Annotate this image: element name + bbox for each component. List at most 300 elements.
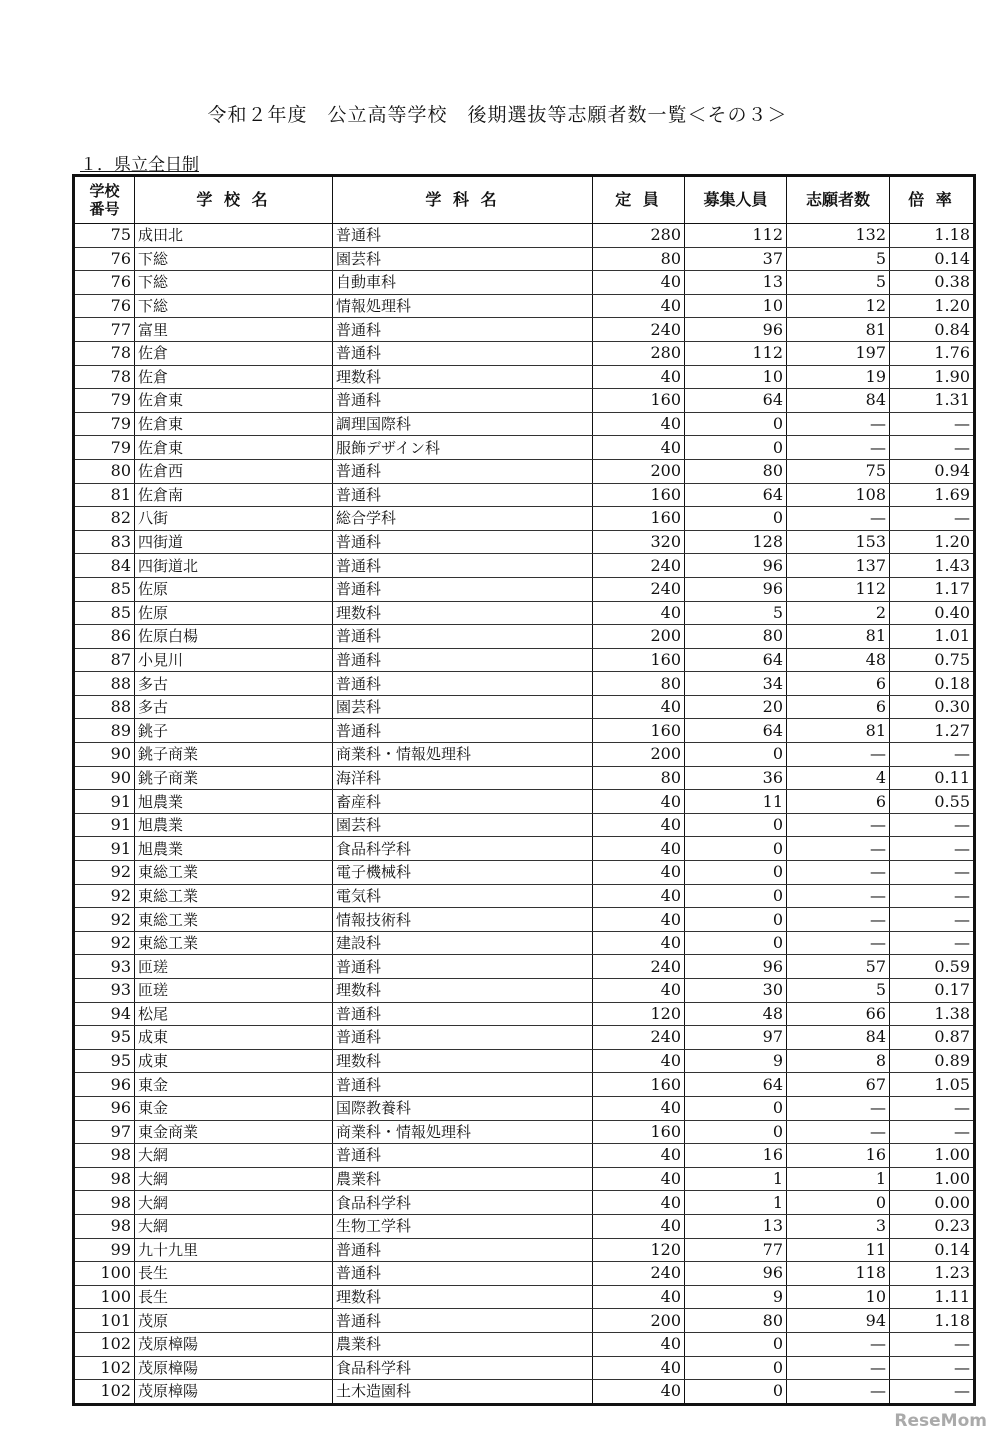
document-title: 令和２年度 公立高等学校 後期選抜等志願者数一覧＜その３＞: [207, 104, 788, 126]
table-row: [74, 625, 975, 649]
cell-ratio: 1.00: [890, 1144, 975, 1168]
cell-capacity: 200: [593, 743, 685, 767]
cell-capacity: 40: [593, 1356, 685, 1380]
cell-department: 理数科: [333, 1285, 593, 1309]
cell-ratio: 0.11: [890, 766, 975, 790]
cell-recruitment: 1: [685, 1191, 787, 1215]
cell-ratio: 1.01: [890, 625, 975, 649]
cell-department: 自動車科: [333, 271, 593, 295]
cell-department: 土木造園科: [333, 1380, 593, 1405]
cell-ratio: —: [890, 507, 975, 531]
cell-ratio: 1.31: [890, 389, 975, 413]
cell-department: 理数科: [333, 601, 593, 625]
cell-school-number: 102: [74, 1380, 135, 1405]
table-row: [74, 719, 975, 743]
table-row: [74, 601, 975, 625]
cell-department: 普通科: [333, 1073, 593, 1097]
header-ratio: 倍 率: [890, 176, 975, 224]
table-row: [74, 813, 975, 837]
cell-recruitment: 0: [685, 436, 787, 460]
cell-capacity: 40: [593, 294, 685, 318]
cell-school-number: 81: [74, 483, 135, 507]
cell-ratio: 0.14: [890, 247, 975, 271]
cell-recruitment: 97: [685, 1026, 787, 1050]
cell-ratio: 0.18: [890, 672, 975, 696]
cell-department: 農業科: [333, 1332, 593, 1356]
cell-school-name: 成東: [135, 1026, 333, 1050]
cell-capacity: 40: [593, 412, 685, 436]
cell-school-number: 98: [74, 1167, 135, 1191]
table-row: [74, 577, 975, 601]
cell-ratio: 0.40: [890, 601, 975, 625]
cell-school-number: 85: [74, 577, 135, 601]
cell-school-name: 旭農業: [135, 790, 333, 814]
cell-school-number: 95: [74, 1049, 135, 1073]
cell-department: 農業科: [333, 1167, 593, 1191]
cell-ratio: 1.18: [890, 224, 975, 248]
table-row: [74, 861, 975, 885]
cell-capacity: 120: [593, 1002, 685, 1026]
cell-department: 普通科: [333, 318, 593, 342]
cell-school-name: 東総工業: [135, 861, 333, 885]
cell-applicants: —: [787, 743, 890, 767]
cell-applicants: —: [787, 1356, 890, 1380]
table-row: [74, 412, 975, 436]
cell-recruitment: 13: [685, 271, 787, 295]
cell-applicants: 11: [787, 1238, 890, 1262]
cell-capacity: 40: [593, 436, 685, 460]
cell-school-number: 84: [74, 554, 135, 578]
cell-recruitment: 9: [685, 1049, 787, 1073]
cell-school-number: 99: [74, 1238, 135, 1262]
cell-recruitment: 37: [685, 247, 787, 271]
cell-school-name: 松尾: [135, 1002, 333, 1026]
header-capacity: 定 員: [593, 176, 685, 224]
table-row: [74, 1262, 975, 1286]
cell-recruitment: 1: [685, 1167, 787, 1191]
cell-applicants: 48: [787, 648, 890, 672]
table-row: [74, 648, 975, 672]
cell-school-name: 大網: [135, 1144, 333, 1168]
cell-applicants: —: [787, 884, 890, 908]
cell-applicants: 57: [787, 955, 890, 979]
table-row: [74, 1356, 975, 1380]
table-row: [74, 1191, 975, 1215]
cell-department: 畜産科: [333, 790, 593, 814]
cell-applicants: 6: [787, 695, 890, 719]
cell-department: 普通科: [333, 1309, 593, 1333]
cell-school-name: 東金: [135, 1096, 333, 1120]
cell-capacity: 160: [593, 483, 685, 507]
cell-department: 国際教養科: [333, 1096, 593, 1120]
cell-applicants: —: [787, 908, 890, 932]
cell-applicants: 5: [787, 271, 890, 295]
cell-school-name: 東金: [135, 1073, 333, 1097]
table-row: [74, 1120, 975, 1144]
cell-capacity: 40: [593, 1096, 685, 1120]
cell-capacity: 200: [593, 1309, 685, 1333]
cell-ratio: 1.23: [890, 1262, 975, 1286]
cell-applicants: 3: [787, 1214, 890, 1238]
cell-capacity: 40: [593, 1144, 685, 1168]
cell-ratio: 0.75: [890, 648, 975, 672]
cell-capacity: 280: [593, 341, 685, 365]
cell-school-name: 成田北: [135, 224, 333, 248]
cell-department: 電気科: [333, 884, 593, 908]
cell-capacity: 80: [593, 766, 685, 790]
cell-recruitment: 0: [685, 1380, 787, 1405]
cell-capacity: 40: [593, 601, 685, 625]
cell-applicants: —: [787, 412, 890, 436]
cell-recruitment: 34: [685, 672, 787, 696]
table-row: [74, 672, 975, 696]
cell-school-name: 下総: [135, 247, 333, 271]
cell-recruitment: 30: [685, 979, 787, 1003]
cell-school-number: 98: [74, 1214, 135, 1238]
cell-recruitment: 11: [685, 790, 787, 814]
cell-ratio: —: [890, 1356, 975, 1380]
cell-department: 普通科: [333, 554, 593, 578]
cell-school-number: 96: [74, 1096, 135, 1120]
cell-school-name: 下総: [135, 294, 333, 318]
cell-department: 理数科: [333, 1049, 593, 1073]
cell-school-name: 東総工業: [135, 884, 333, 908]
cell-applicants: —: [787, 837, 890, 861]
header-applicants: 志願者数: [787, 176, 890, 224]
cell-recruitment: 0: [685, 931, 787, 955]
table-row: [74, 341, 975, 365]
cell-school-number: 97: [74, 1120, 135, 1144]
cell-capacity: 40: [593, 1214, 685, 1238]
cell-applicants: 67: [787, 1073, 890, 1097]
cell-school-number: 76: [74, 271, 135, 295]
table-header-row: [74, 176, 975, 224]
cell-recruitment: 80: [685, 1309, 787, 1333]
cell-capacity: 40: [593, 1332, 685, 1356]
cell-capacity: 320: [593, 530, 685, 554]
table-row: [74, 1073, 975, 1097]
table-row: [74, 436, 975, 460]
table-row: [74, 979, 975, 1003]
cell-recruitment: 0: [685, 1356, 787, 1380]
header-recruitment: 募集人員: [685, 176, 787, 224]
cell-school-name: 旭農業: [135, 837, 333, 861]
cell-department: 調理国際科: [333, 412, 593, 436]
cell-applicants: —: [787, 813, 890, 837]
cell-applicants: 94: [787, 1309, 890, 1333]
cell-applicants: 197: [787, 341, 890, 365]
cell-department: 食品科学科: [333, 837, 593, 861]
cell-recruitment: 0: [685, 507, 787, 531]
cell-capacity: 240: [593, 1026, 685, 1050]
cell-school-name: 長生: [135, 1285, 333, 1309]
table-row: [74, 766, 975, 790]
cell-department: 普通科: [333, 648, 593, 672]
cell-school-name: 茂原: [135, 1309, 333, 1333]
cell-department: 情報技術科: [333, 908, 593, 932]
cell-capacity: 160: [593, 648, 685, 672]
cell-department: 理数科: [333, 365, 593, 389]
cell-department: 普通科: [333, 1262, 593, 1286]
cell-recruitment: 80: [685, 625, 787, 649]
cell-capacity: 240: [593, 955, 685, 979]
cell-recruitment: 10: [685, 294, 787, 318]
section-heading: １．県立全日制: [80, 155, 199, 175]
cell-school-name: 成東: [135, 1049, 333, 1073]
cell-ratio: 0.87: [890, 1026, 975, 1050]
cell-school-name: 佐倉東: [135, 436, 333, 460]
cell-ratio: 0.59: [890, 955, 975, 979]
cell-applicants: 153: [787, 530, 890, 554]
cell-ratio: 0.30: [890, 695, 975, 719]
cell-school-name: 佐原: [135, 577, 333, 601]
cell-department: 商業科・情報処理科: [333, 1120, 593, 1144]
cell-school-number: 92: [74, 908, 135, 932]
cell-capacity: 40: [593, 1049, 685, 1073]
cell-school-name: 下総: [135, 271, 333, 295]
cell-ratio: —: [890, 908, 975, 932]
cell-school-name: 八街: [135, 507, 333, 531]
table-row: [74, 389, 975, 413]
cell-applicants: 5: [787, 979, 890, 1003]
cell-applicants: 16: [787, 1144, 890, 1168]
cell-applicants: 2: [787, 601, 890, 625]
cell-ratio: 0.55: [890, 790, 975, 814]
cell-ratio: 1.38: [890, 1002, 975, 1026]
cell-recruitment: 96: [685, 577, 787, 601]
cell-capacity: 80: [593, 247, 685, 271]
cell-school-name: 佐倉東: [135, 412, 333, 436]
cell-ratio: 1.27: [890, 719, 975, 743]
cell-ratio: 1.20: [890, 530, 975, 554]
cell-applicants: 0: [787, 1191, 890, 1215]
table-row: [74, 247, 975, 271]
cell-applicants: 75: [787, 459, 890, 483]
cell-department: 普通科: [333, 577, 593, 601]
cell-capacity: 40: [593, 979, 685, 1003]
cell-school-number: 83: [74, 530, 135, 554]
cell-capacity: 40: [593, 1191, 685, 1215]
cell-recruitment: 13: [685, 1214, 787, 1238]
resemom-watermark: ReseMom: [894, 1411, 987, 1431]
cell-school-number: 100: [74, 1262, 135, 1286]
cell-ratio: —: [890, 861, 975, 885]
cell-school-number: 102: [74, 1332, 135, 1356]
cell-school-name: 佐原: [135, 601, 333, 625]
cell-school-number: 76: [74, 247, 135, 271]
cell-department: 普通科: [333, 341, 593, 365]
cell-applicants: 4: [787, 766, 890, 790]
header-school-name: 学 校 名: [135, 176, 333, 224]
cell-department: 普通科: [333, 224, 593, 248]
cell-school-name: 匝瑳: [135, 955, 333, 979]
cell-school-name: 長生: [135, 1262, 333, 1286]
cell-capacity: 160: [593, 1120, 685, 1144]
cell-school-name: 佐倉: [135, 365, 333, 389]
table-row: [74, 955, 975, 979]
cell-applicants: 19: [787, 365, 890, 389]
table-row: [74, 483, 975, 507]
cell-school-number: 92: [74, 884, 135, 908]
cell-school-number: 98: [74, 1144, 135, 1168]
cell-recruitment: 20: [685, 695, 787, 719]
cell-department: 普通科: [333, 530, 593, 554]
table-body: [74, 224, 975, 1405]
cell-school-name: 富里: [135, 318, 333, 342]
cell-ratio: —: [890, 743, 975, 767]
cell-applicants: 5: [787, 247, 890, 271]
cell-ratio: 0.89: [890, 1049, 975, 1073]
cell-recruitment: 96: [685, 1262, 787, 1286]
cell-recruitment: 64: [685, 1073, 787, 1097]
cell-school-name: 東総工業: [135, 908, 333, 932]
cell-ratio: 0.17: [890, 979, 975, 1003]
table-row: [74, 1214, 975, 1238]
cell-ratio: 1.69: [890, 483, 975, 507]
cell-department: 普通科: [333, 459, 593, 483]
cell-ratio: —: [890, 1332, 975, 1356]
cell-capacity: 160: [593, 389, 685, 413]
cell-department: 普通科: [333, 1002, 593, 1026]
cell-department: 海洋科: [333, 766, 593, 790]
cell-recruitment: 0: [685, 1120, 787, 1144]
cell-applicants: 137: [787, 554, 890, 578]
cell-school-number: 79: [74, 436, 135, 460]
cell-applicants: 108: [787, 483, 890, 507]
cell-department: 普通科: [333, 483, 593, 507]
cell-ratio: —: [890, 837, 975, 861]
cell-applicants: 81: [787, 318, 890, 342]
cell-department: 園芸科: [333, 813, 593, 837]
cell-applicants: 81: [787, 625, 890, 649]
cell-applicants: —: [787, 1332, 890, 1356]
cell-ratio: —: [890, 1380, 975, 1405]
cell-recruitment: 0: [685, 837, 787, 861]
cell-applicants: 6: [787, 672, 890, 696]
cell-applicants: 81: [787, 719, 890, 743]
cell-school-number: 90: [74, 766, 135, 790]
cell-applicants: —: [787, 931, 890, 955]
cell-school-number: 92: [74, 861, 135, 885]
cell-school-number: 90: [74, 743, 135, 767]
cell-school-number: 79: [74, 389, 135, 413]
cell-capacity: 40: [593, 695, 685, 719]
cell-school-name: 四街道: [135, 530, 333, 554]
cell-ratio: 1.17: [890, 577, 975, 601]
cell-school-number: 98: [74, 1191, 135, 1215]
table-row: [74, 224, 975, 248]
table-row: [74, 1026, 975, 1050]
cell-ratio: 1.11: [890, 1285, 975, 1309]
cell-capacity: 160: [593, 719, 685, 743]
cell-applicants: —: [787, 436, 890, 460]
cell-department: 理数科: [333, 979, 593, 1003]
cell-recruitment: 48: [685, 1002, 787, 1026]
cell-capacity: 40: [593, 884, 685, 908]
cell-school-number: 91: [74, 837, 135, 861]
cell-applicants: 12: [787, 294, 890, 318]
table-row: [74, 271, 975, 295]
cell-school-name: 匝瑳: [135, 979, 333, 1003]
cell-applicants: —: [787, 507, 890, 531]
cell-recruitment: 9: [685, 1285, 787, 1309]
cell-applicants: 118: [787, 1262, 890, 1286]
cell-ratio: 0.14: [890, 1238, 975, 1262]
cell-school-number: 77: [74, 318, 135, 342]
cell-applicants: 112: [787, 577, 890, 601]
cell-ratio: —: [890, 436, 975, 460]
table-row: [74, 554, 975, 578]
cell-school-name: 小見川: [135, 648, 333, 672]
cell-school-number: 93: [74, 979, 135, 1003]
cell-recruitment: 0: [685, 813, 787, 837]
cell-capacity: 160: [593, 1073, 685, 1097]
cell-recruitment: 112: [685, 224, 787, 248]
cell-school-name: 多古: [135, 672, 333, 696]
table-row: [74, 743, 975, 767]
cell-school-name: 佐倉: [135, 341, 333, 365]
cell-recruitment: 5: [685, 601, 787, 625]
cell-applicants: 132: [787, 224, 890, 248]
cell-applicants: 84: [787, 389, 890, 413]
cell-applicants: 10: [787, 1285, 890, 1309]
cell-school-name: 銚子商業: [135, 743, 333, 767]
cell-applicants: —: [787, 1120, 890, 1144]
table-row: [74, 790, 975, 814]
table-row: [74, 1332, 975, 1356]
cell-applicants: 66: [787, 1002, 890, 1026]
cell-capacity: 240: [593, 577, 685, 601]
cell-department: 情報処理科: [333, 294, 593, 318]
cell-ratio: —: [890, 1120, 975, 1144]
cell-school-number: 93: [74, 955, 135, 979]
cell-ratio: —: [890, 412, 975, 436]
cell-capacity: 40: [593, 790, 685, 814]
table-row: [74, 365, 975, 389]
cell-applicants: 6: [787, 790, 890, 814]
cell-capacity: 240: [593, 318, 685, 342]
cell-ratio: 1.90: [890, 365, 975, 389]
table-row: [74, 1049, 975, 1073]
cell-recruitment: 96: [685, 554, 787, 578]
cell-department: 食品科学科: [333, 1356, 593, 1380]
cell-capacity: 80: [593, 672, 685, 696]
cell-school-number: 101: [74, 1309, 135, 1333]
cell-applicants: 84: [787, 1026, 890, 1050]
cell-capacity: 240: [593, 554, 685, 578]
cell-capacity: 240: [593, 1262, 685, 1286]
cell-ratio: —: [890, 813, 975, 837]
cell-capacity: 200: [593, 625, 685, 649]
cell-capacity: 40: [593, 813, 685, 837]
cell-school-number: 88: [74, 695, 135, 719]
cell-capacity: 40: [593, 837, 685, 861]
cell-recruitment: 0: [685, 908, 787, 932]
cell-school-number: 92: [74, 931, 135, 955]
cell-department: 電子機械科: [333, 861, 593, 885]
cell-school-name: 九十九里: [135, 1238, 333, 1262]
cell-capacity: 40: [593, 271, 685, 295]
cell-applicants: 8: [787, 1049, 890, 1073]
cell-school-number: 88: [74, 672, 135, 696]
cell-school-number: 86: [74, 625, 135, 649]
table-row: [74, 1309, 975, 1333]
cell-recruitment: 64: [685, 719, 787, 743]
cell-capacity: 280: [593, 224, 685, 248]
cell-school-number: 76: [74, 294, 135, 318]
cell-ratio: 0.84: [890, 318, 975, 342]
cell-school-number: 79: [74, 412, 135, 436]
